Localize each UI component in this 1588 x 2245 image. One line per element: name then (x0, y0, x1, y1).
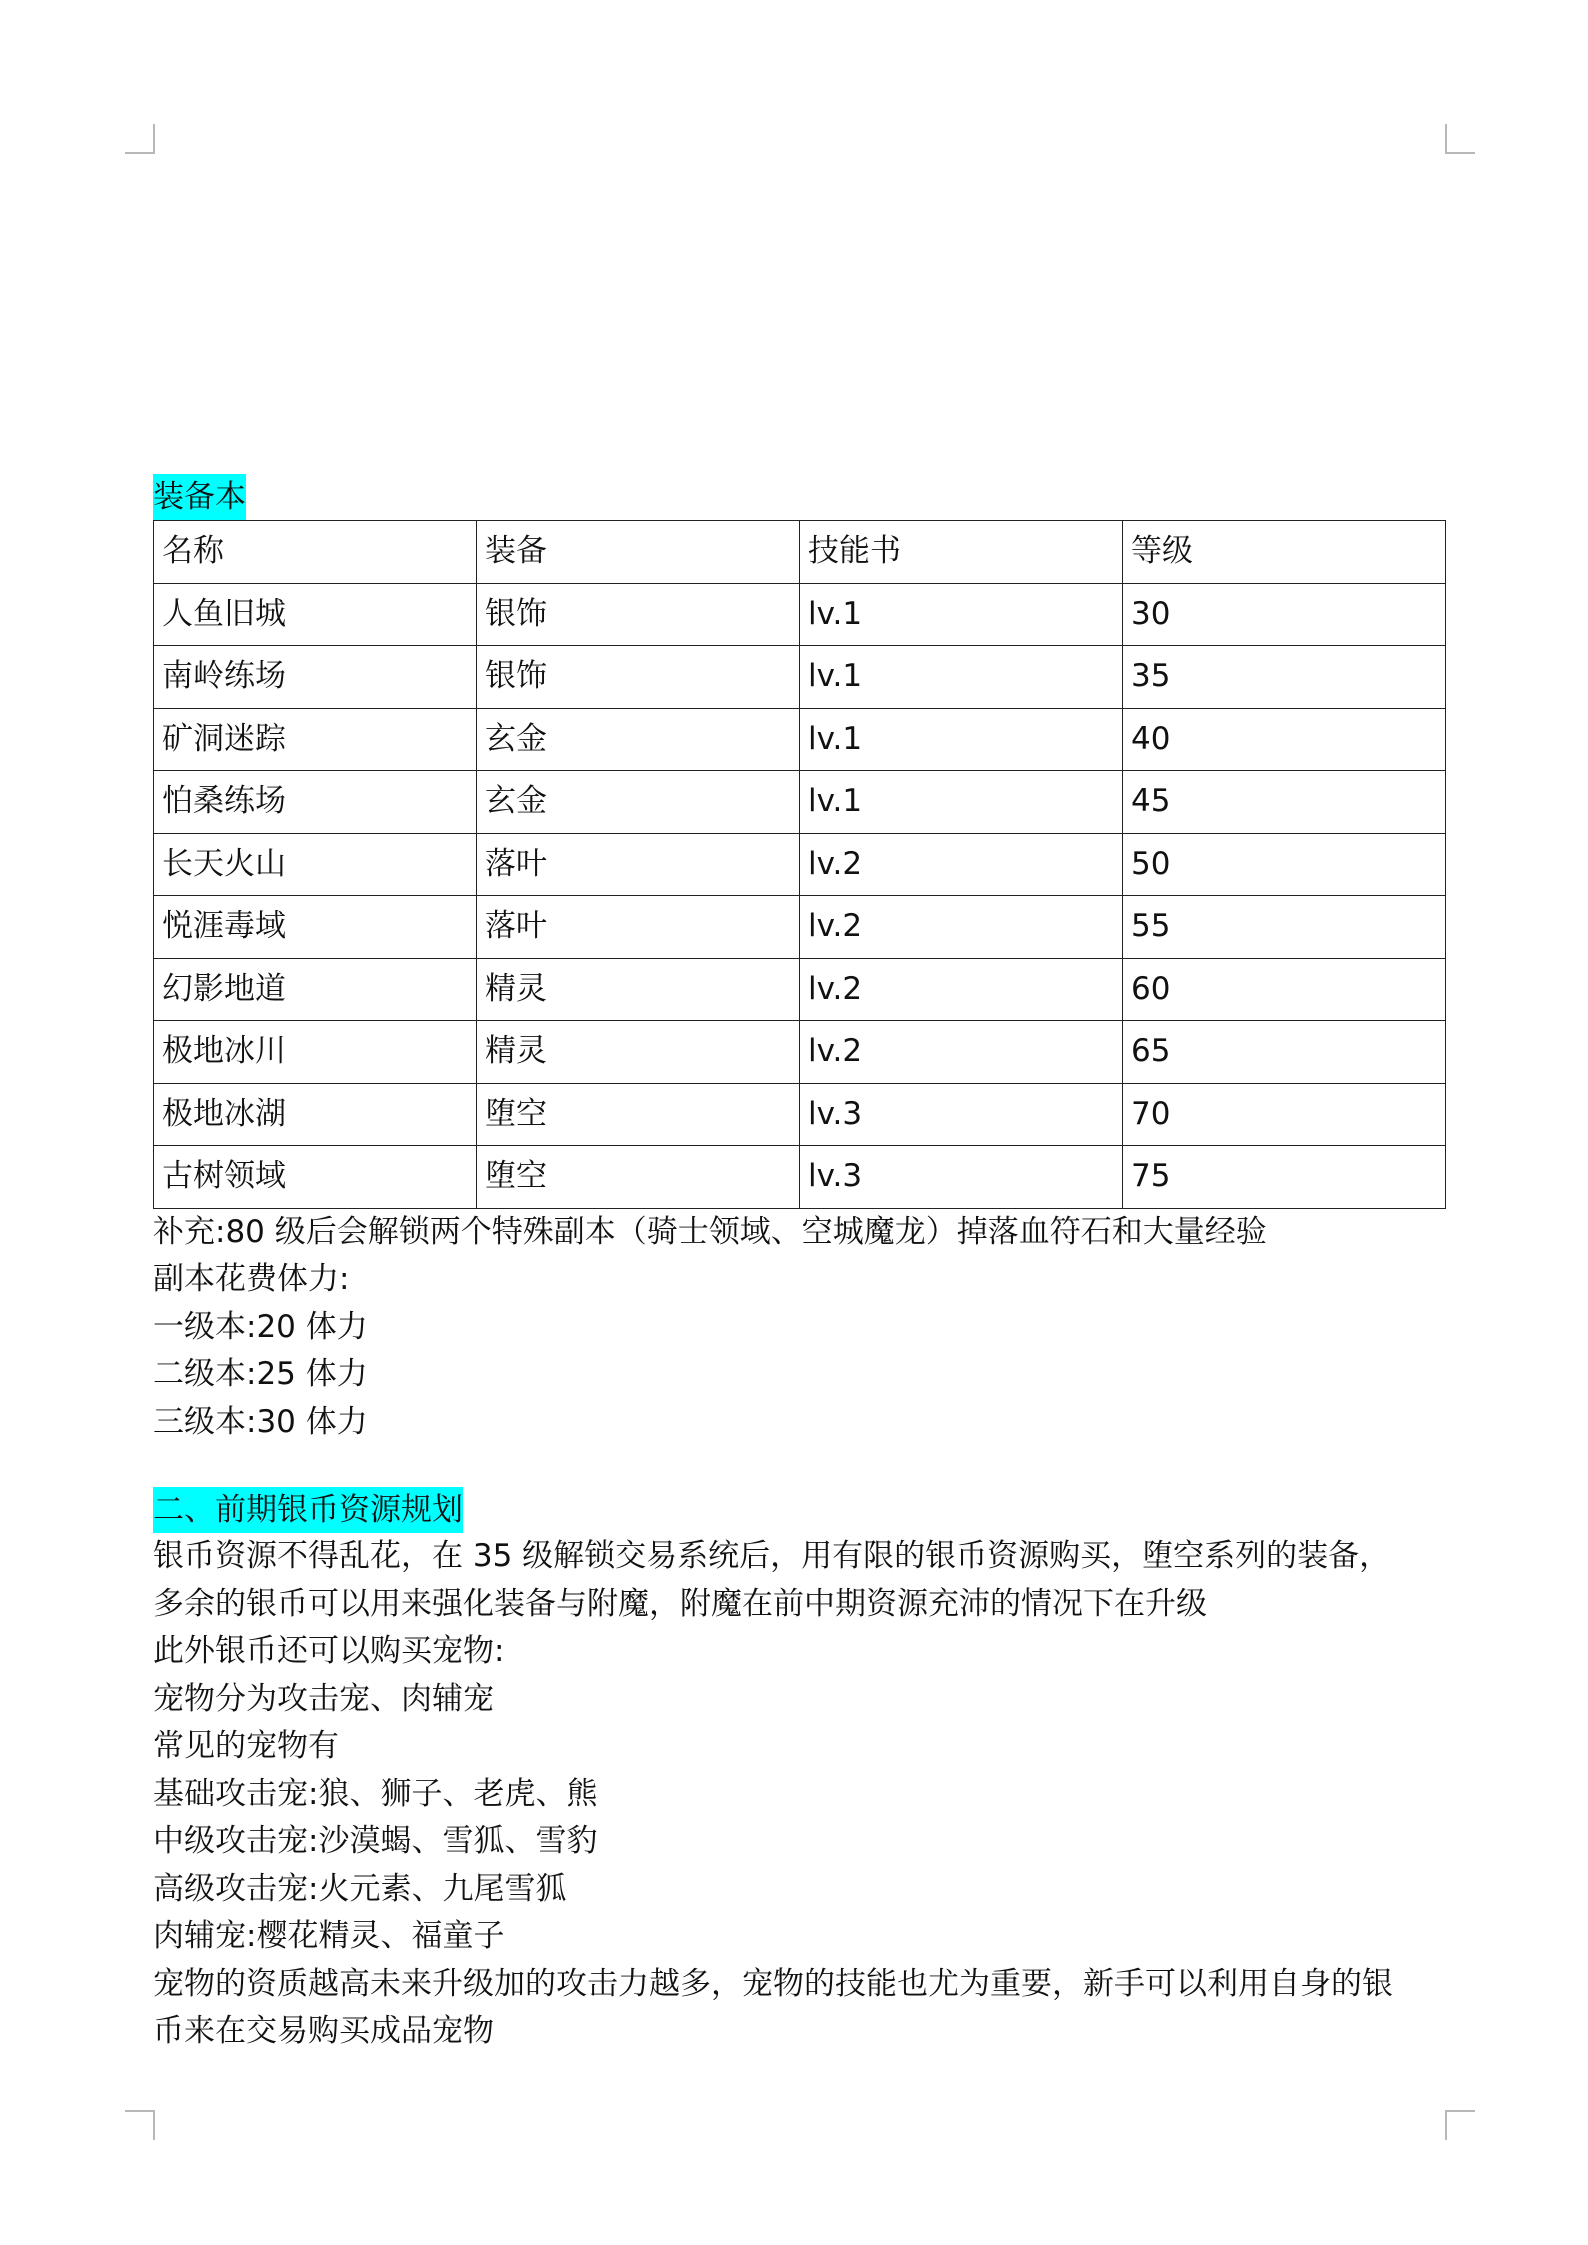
cell-equipment: 银饰 (477, 646, 800, 709)
cell-level: 70 (1123, 1083, 1446, 1146)
cell-name: 极地冰湖 (154, 1083, 477, 1146)
cell-name: 怕桑练场 (154, 771, 477, 834)
paragraph-line: 币来在交易购买成品宠物 (153, 2013, 494, 2049)
section-1-title: 装备本 (153, 474, 246, 520)
table-row (154, 583, 1446, 646)
section-1-heading (153, 474, 1443, 520)
cell-skillbook: lv.3 (800, 1083, 1123, 1146)
cell-equipment: 玄金 (477, 771, 800, 834)
note-line: 三级本:30 体力 (153, 1403, 368, 1440)
cell-skillbook: lv.2 (800, 896, 1123, 959)
cell-skillbook: lv.2 (800, 958, 1123, 1021)
cell-name: 南岭练场 (154, 646, 477, 709)
cell-name: 悦涯毒域 (154, 896, 477, 959)
note-line: 副本花费体力: (153, 1261, 350, 1297)
cell-equipment: 落叶 (477, 896, 800, 959)
note-line: 二级本:25 体力 (153, 1356, 368, 1392)
cell-equipment: 银饰 (477, 583, 800, 646)
cell-equipment: 精灵 (477, 958, 800, 1021)
cell-name: 极地冰川 (154, 1021, 477, 1084)
section-2-heading (153, 1487, 1443, 1533)
paragraph-line: 多余的银币可以用来强化装备与附魔，附魔在前中期资源充沛的情况下在升级 (153, 1585, 1207, 1622)
cell-name: 古树领域 (154, 1146, 477, 1209)
cell-level: 50 (1123, 833, 1446, 896)
paragraph-line: 高级攻击宠:火元素、九尾雪狐 (153, 1870, 567, 1907)
table-header-row (154, 521, 1446, 584)
table-row (154, 708, 1446, 771)
equipment-dungeon-table (153, 520, 1446, 1209)
cell-skillbook: lv.1 (800, 708, 1123, 771)
paragraph-line: 宠物分为攻击宠、肉辅宠 (153, 1680, 494, 1717)
cell-skillbook: lv.1 (800, 646, 1123, 709)
section-1-notes (153, 1209, 1443, 1447)
cell-skillbook: lv.1 (800, 771, 1123, 834)
blank-line (153, 1446, 1443, 1487)
cell-name: 人鱼旧城 (154, 583, 477, 646)
note-line: 一级本:20 体力 (153, 1308, 368, 1345)
cell-level: 60 (1123, 958, 1446, 1021)
cell-skillbook: lv.3 (800, 1146, 1123, 1209)
paragraph-line: 宠物的资质越高未来升级加的攻击力越多，宠物的技能也尤为重要，新手可以利用自身的银 (153, 1965, 1393, 2002)
header-cell-equipment: 装备 (477, 521, 800, 584)
paragraph-line: 基础攻击宠:狼、狮子、老虎、熊 (153, 1775, 598, 1812)
cell-level: 75 (1123, 1146, 1446, 1209)
cell-level: 45 (1123, 771, 1446, 834)
cell-equipment: 落叶 (477, 833, 800, 896)
cell-equipment: 堕空 (477, 1146, 800, 1209)
paragraph-line: 常见的宠物有 (153, 1728, 339, 1764)
crop-mark-bottom-right (1445, 2110, 1475, 2140)
cell-skillbook: lv.1 (800, 583, 1123, 646)
cell-equipment: 玄金 (477, 708, 800, 771)
cell-level: 30 (1123, 583, 1446, 646)
table-row (154, 896, 1446, 959)
table-row (154, 958, 1446, 1021)
table-row (154, 1083, 1446, 1146)
crop-mark-bottom-left (125, 2110, 155, 2140)
cell-level: 40 (1123, 708, 1446, 771)
document-body (153, 474, 1443, 2056)
note-line: 补充:80 级后会解锁两个特殊副本（骑士领域、空城魔龙）掉落血符石和大量经验 (153, 1213, 1267, 1250)
crop-mark-top-right (1445, 124, 1475, 154)
table-row (154, 1021, 1446, 1084)
cell-skillbook: lv.2 (800, 1021, 1123, 1084)
paragraph-line: 肉辅宠:樱花精灵、福童子 (153, 1918, 505, 1954)
paragraph-line: 中级攻击宠:沙漠蝎、雪狐、雪豹 (153, 1823, 598, 1859)
cell-level: 35 (1123, 646, 1446, 709)
header-cell-level: 等级 (1123, 521, 1446, 584)
paragraph-line: 此外银币还可以购买宠物: (153, 1633, 505, 1669)
cell-level: 65 (1123, 1021, 1446, 1084)
table-row (154, 771, 1446, 834)
cell-equipment: 堕空 (477, 1083, 800, 1146)
header-cell-name: 名称 (154, 521, 477, 584)
cell-skillbook: lv.2 (800, 833, 1123, 896)
cell-name: 长天火山 (154, 833, 477, 896)
crop-mark-top-left (125, 124, 155, 154)
section-2-title: 二、前期银币资源规划 (153, 1487, 463, 1533)
table-row (154, 1146, 1446, 1209)
cell-level: 55 (1123, 896, 1446, 959)
cell-name: 幻影地道 (154, 958, 477, 1021)
cell-equipment: 精灵 (477, 1021, 800, 1084)
table-row (154, 646, 1446, 709)
table-row (154, 833, 1446, 896)
cell-name: 矿洞迷踪 (154, 708, 477, 771)
paragraph-line: 银币资源不得乱花，在 35 级解锁交易系统后，用有限的银币资源购买，堕空系列的装备， (153, 1538, 1391, 1574)
section-2-body (153, 1533, 1443, 2056)
header-cell-skillbook: 技能书 (800, 521, 1123, 584)
